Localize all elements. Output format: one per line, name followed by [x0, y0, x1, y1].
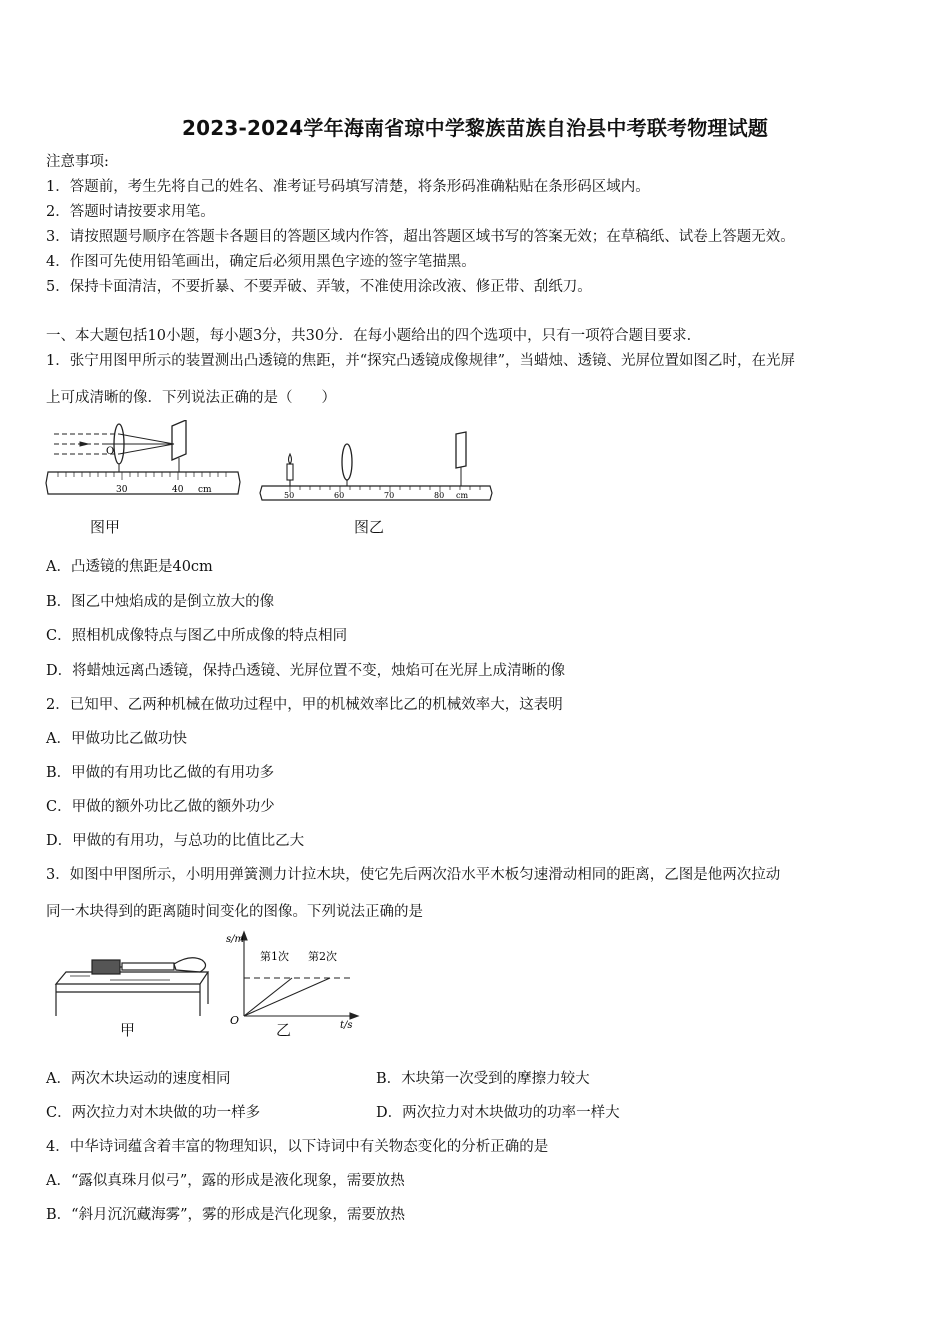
- q3-option-c: C．两次拉力对木块做的功一样多: [46, 1105, 261, 1121]
- notice-item: 1．答题前，考生先将自己的姓名、准考证号码填写清楚，将条形码准确粘贴在条形码区域内。: [46, 179, 650, 195]
- light-screen: [456, 432, 466, 468]
- q2-option-c: C．甲做的额外功比乙做的额外功少: [46, 799, 275, 815]
- question-1-stem: 1．张宁用图甲所示的装置测出凸透镜的焦距，并“探究凸透镜成像规律”，当蜡烛、透镜、光屏位置如图乙时，在光屏: [46, 353, 796, 369]
- legend-second: 第2次: [308, 950, 337, 963]
- ruler-unit-label: cm: [456, 491, 469, 500]
- q1-figure-yi: [256, 430, 496, 502]
- ruler-tick-label: 60: [334, 491, 345, 500]
- question-2-stem: 2．已知甲、乙两种机械在做功过程中，甲的机械效率比乙的机械效率大，这表明: [46, 697, 563, 713]
- ruler-tick-label: 50: [284, 491, 295, 500]
- q1-option-a: A．凸透镜的焦距是40cm: [46, 559, 213, 575]
- notice-heading: 注意事项:: [46, 154, 109, 170]
- q1-option-c: C．照相机成像特点与图乙中所成像的特点相同: [46, 628, 348, 644]
- q2-option-a: A．甲做功比乙做功快: [46, 731, 187, 747]
- q4-option-a: A．“露似真珠月似弓”，露的形成是液化现象，需要放热: [46, 1173, 405, 1189]
- table-top: [56, 972, 208, 984]
- lens-center-label: O: [106, 446, 115, 457]
- question-4-stem: 4．中华诗词蕴含着丰富的物理知识，以下诗词中有关物态变化的分析正确的是: [46, 1139, 549, 1155]
- ruler-tick-label: 30: [116, 485, 128, 495]
- legend-first: 第1次: [260, 950, 289, 963]
- notice-item: 2．答题时请按要求用笔。: [46, 204, 215, 220]
- question-3-stem: 3．如图中甲图所示，小明用弹簧测力计拉木块，使它先后两次沿水平木板匀速滑动相同的距离，乙图是他两次拉动: [46, 867, 781, 883]
- figure-caption: 图甲: [90, 518, 121, 536]
- ruler-tick-label: 40: [172, 485, 184, 495]
- page-title: 2023-2024学年海南省琼中学黎族苗族自治县中考联考物理试题: [181, 116, 769, 140]
- notice-item: 4．作图可先使用铅笔画出，确定后必须用黑色字迹的签字笔描黑。: [46, 254, 476, 270]
- q1-option-d: D．将蜡烛远离凸透镜，保持凸透镜、光屏位置不变，烛焰可在光屏上成清晰的像: [46, 663, 566, 679]
- q4-option-b: B．“斜月沉沉藏海雾”，雾的形成是汽化现象，需要放热: [46, 1207, 405, 1223]
- origin-label: O: [230, 1014, 240, 1027]
- q1-option-b: B．图乙中烛焰成的是倒立放大的像: [46, 594, 275, 610]
- hand: [174, 958, 206, 972]
- question-1-stem-cont: 上可成清晰的像．下列说法正确的是（ ）: [46, 390, 336, 406]
- q3-option-d: D．两次拉力对木块做功的功率一样大: [376, 1105, 620, 1121]
- q3-option-a: A．两次木块运动的速度相同: [46, 1071, 231, 1087]
- candle: [287, 454, 293, 486]
- q3-option-b: B．木块第一次受到的摩擦力较大: [376, 1071, 590, 1087]
- wood-block: [92, 960, 120, 974]
- q3-figure-jia: [50, 944, 218, 1020]
- ruler-unit-label: cm: [198, 485, 212, 495]
- section-heading: 一、本大题包括10小题，每小题3分，共30分．在每小题给出的四个选项中，只有一项符合题目要求．: [46, 328, 702, 344]
- q2-option-d: D．甲做的有用功，与总功的比值比乙大: [46, 833, 305, 849]
- q2-option-b: B．甲做的有用功比乙做的有用功多: [46, 765, 275, 781]
- line-second: [244, 978, 330, 1016]
- ruler-tick-label: 70: [384, 491, 395, 500]
- spring-scale: [122, 963, 174, 970]
- q3-figure-yi: [222, 930, 362, 1030]
- convex-lens: [342, 444, 352, 480]
- notice-item: 3．请按照题号顺序在答题卡各题目的答题区域内作答，超出答题区域书写的答案无效；在草稿纸、试卷上答题无效。: [46, 229, 795, 245]
- notice-item: 5．保持卡面清洁，不要折暴、不要弄破、弄皱，不准使用涂改液、修正带、刮纸刀。: [46, 279, 592, 295]
- question-3-stem-cont: 同一木块得到的距离随时间变化的图像。下列说法正确的是: [46, 904, 423, 920]
- x-axis-label: t/s: [340, 1020, 353, 1030]
- light-screen: [172, 420, 186, 460]
- figure-caption: 甲: [120, 1021, 136, 1039]
- line-first: [244, 978, 292, 1016]
- figure-caption: 图乙: [354, 518, 385, 536]
- y-axis-label: s/m: [226, 934, 244, 945]
- figure-caption: 乙: [276, 1021, 292, 1039]
- q1-figure-jia: [44, 420, 244, 502]
- ruler-tick-label: 80: [434, 491, 445, 500]
